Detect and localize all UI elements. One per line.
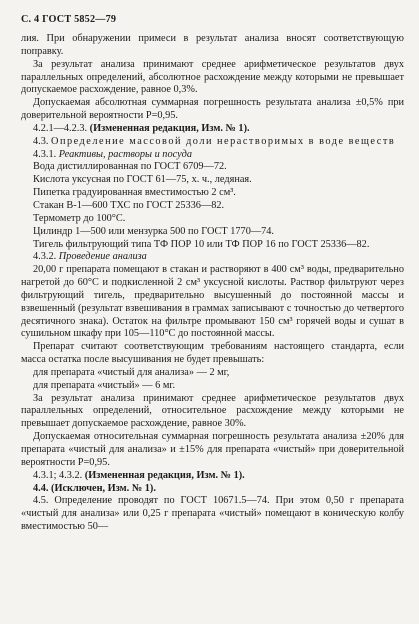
amendment-note: (Измененная редакция, Изм. № 1).	[89, 122, 250, 134]
section-number: 4.3.2.	[33, 251, 59, 263]
paragraph-requirement: Препарат считают соответствующим требованиям настоящего стандарта, если масса остатка после высушивания не будет превышать:	[21, 341, 404, 366]
reagent-item: Стакан В-1—600 ТХС по ГОСТ 25336—82.	[33, 199, 225, 211]
paragraph-continuation: лия. При обнаружении примеси в результат анализа вносят соответствующую поправку.	[21, 33, 404, 57]
reagent-item: Термометр до 100°С.	[33, 212, 126, 224]
paragraph-result-mean: За результат анализа принимают среднее арифметическое результатов двух параллельных определений, абсолютное расхождение между которыми не превышает допускаемое расхождение, равное 0,3%.	[21, 58, 404, 96]
section-heading-4-3	[21, 136, 404, 149]
paragraph-error-limit: Допускаемая абсолютная суммарная погрешность результата анализа ±0,5% при доверительной вероятности P=0,95.	[21, 97, 404, 122]
paragraph-amendment-4-2	[21, 123, 404, 136]
amendment-note: (Измененная редакция, Изм. № 1).	[84, 469, 245, 481]
subsection-heading-4-3-1	[21, 149, 404, 162]
paragraph-excluded-4-4: 4.4. (Исключен, Изм. № 1).	[33, 482, 156, 494]
paragraph-amendment-4-3	[21, 470, 404, 483]
paragraph-result-mean-2: За результат анализа принимают среднее арифметическое результатов двух параллельных определений, относительное расхождение между которыми не превышает допускаемое расхождение, равное 30%.	[21, 392, 404, 430]
section-number: 4.3.	[33, 135, 52, 147]
reagent-item: Пипетка градуированная вместимостью 2 см³.	[33, 187, 236, 199]
section-number: 4.2.1—4.2.3.	[33, 122, 88, 134]
paragraph-4-5: 4.5. Определение проводят по ГОСТ 10671.5—74. При этом 0,50 г препарата «чистый для анализа» или 0,25 г препарата «чистый» помещают в коническую колбу вместимостью 50—	[21, 495, 404, 533]
reagent-item: Кислота уксусная по ГОСТ 61—75, х. ч., ледяная.	[33, 174, 252, 186]
paragraph-error-limit-2: Допускаемая относительная суммарная погрешность результата анализа ±20% для препарата «чистый для анализа» и ±15% для препарата «чистый» при доверительной вероятности P=0,95.	[21, 431, 404, 468]
section-number: 4.3.1; 4.3.2.	[33, 469, 83, 481]
section-title: Определение массовой доли нерастворимых в воде веществ	[51, 135, 396, 147]
document-body	[21, 33, 404, 534]
limit-item: для препарата «чистый для анализа» — 2 мг,	[33, 366, 230, 378]
reagent-item: Тигель фильтрующий типа ТФ ПОР 10 или ТФ ПОР 16 по ГОСТ 25336—82.	[33, 238, 370, 250]
page-header: С. 4 ГОСТ 5852—79	[21, 14, 117, 25]
reagent-item: Цилиндр 1—500 или мензурка 500 по ГОСТ 1770—74.	[33, 225, 275, 237]
limit-item: для препарата «чистый» — 6 мг.	[33, 379, 176, 391]
reagent-item: Вода дистиллированная по ГОСТ 6709—72.	[33, 161, 227, 173]
section-number: 4.3.1.	[33, 148, 59, 160]
paragraph-procedure: 20,00 г препарата помещают в стакан и растворяют в 400 см³ воды, предварительно нагретой до 60°С и подкисленной 2 см³ уксусной кислоты. Раствор фильтруют через фильтрующий тигель, предварительно высушенный до постоянной массы и взвешенный (результат взвешивания в граммах записывают с точностью до четвертого десятичного знака). Остаток на фильтре промывают 150 см³ горячей воды и сушат в сушильном шкафу при 105—110°С до постоянной массы.	[21, 264, 404, 340]
subsection-title: Проведение анализа	[58, 251, 147, 263]
subsection-heading-4-3-2	[21, 251, 404, 264]
subsection-title: Реактивы, растворы и посуда	[58, 148, 193, 160]
